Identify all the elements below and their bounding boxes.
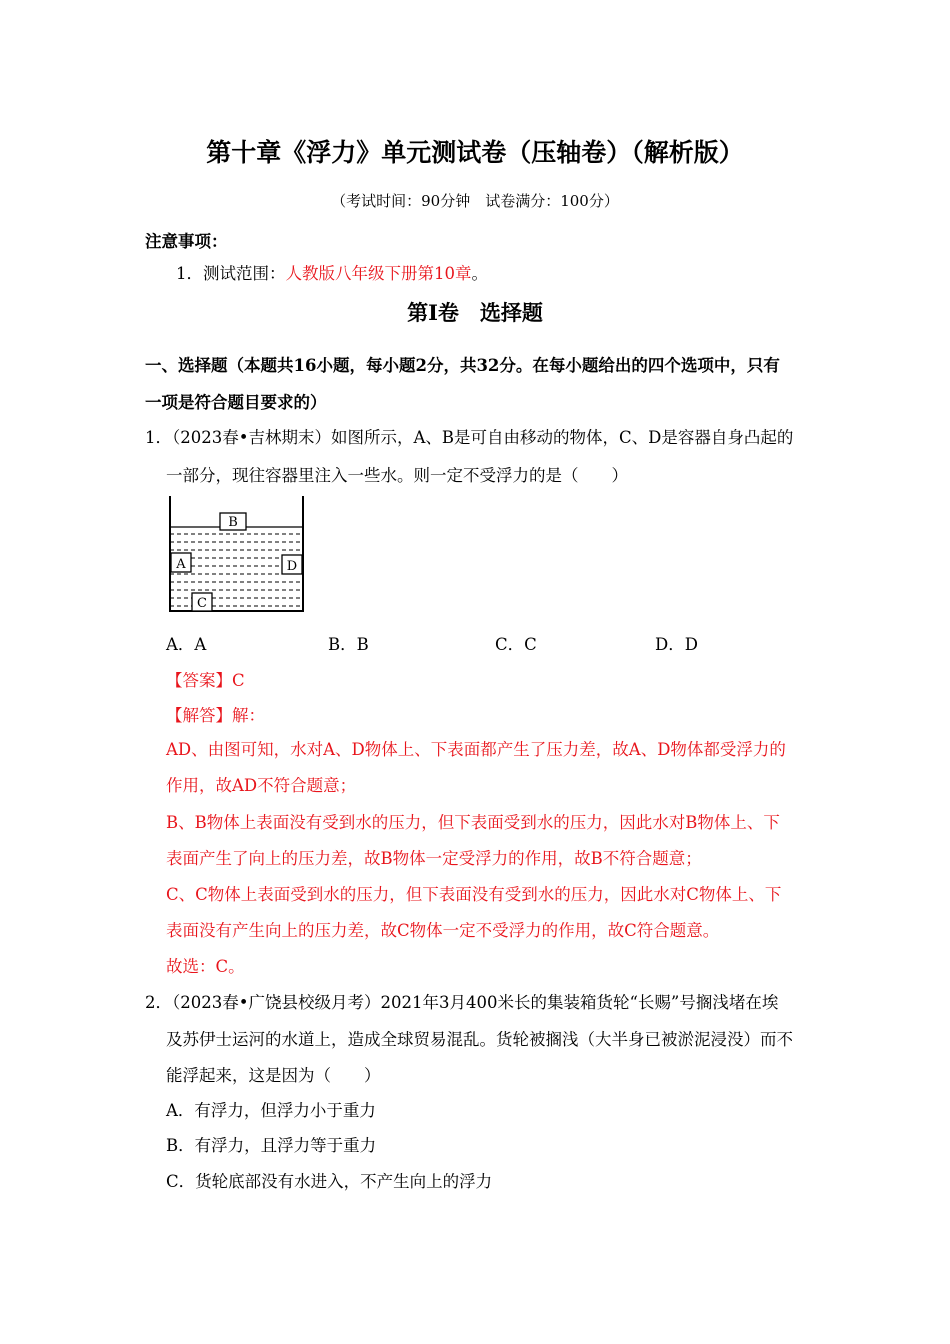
- q1-analysis-heading: [166, 702, 265, 726]
- notice-item-1: [176, 260, 488, 284]
- q1-option-a: A．A: [166, 635, 207, 654]
- q1-analysis-line-3: B、B物体上表面没有受到水的压力，但下表面受到水的压力，因此水对B物体上、下: [166, 813, 780, 832]
- q2-stem-line-3: 能浮起来，这是因为（ ）: [166, 1066, 381, 1085]
- q1-stem-line-2: 一部分，现往容器里注入一些水。则一定不受浮力的是（ ）: [166, 466, 628, 485]
- label-c: C: [197, 596, 207, 611]
- q2-option-b: B．有浮力，且浮力等于重力: [166, 1136, 377, 1155]
- q2-option-a: A．有浮力，但浮力小于重力: [166, 1101, 376, 1120]
- notice-item-1-prefix: 1．测试范围：: [176, 264, 286, 283]
- q1-option-b: B．B: [328, 635, 369, 654]
- label-b: B: [228, 515, 238, 530]
- part1-instruction-line-2: 一项是符合题目要求的）: [145, 393, 327, 412]
- section-title: 第Ⅰ卷 选择题: [407, 300, 543, 325]
- q1-answer: [166, 667, 245, 691]
- exam-info: （考试时间：90分钟 试卷满分：100分）: [331, 192, 619, 210]
- q1-analysis-line-2: 作用，故AD不符合题意；: [166, 776, 357, 795]
- q2-stem-line-1: 2．（2023春•广饶县校级月考）2021年3月400米长的集装箱货轮“长赐”号搁浅堵在埃: [145, 993, 779, 1012]
- q1-analysis-line-6: 表面没有产生向上的压力差，故C物体一定不受浮力的作用，故C符合题意。: [166, 921, 720, 940]
- q1-analysis-line-4: 表面产生了向上的压力差，故B物体一定受浮力的作用，故B不符合题意；: [166, 849, 702, 868]
- label-d: D: [286, 559, 298, 574]
- answer-value: C: [232, 671, 245, 690]
- test-scope: 人教版八年级下册第10章: [285, 264, 472, 283]
- label-a: A: [176, 557, 186, 572]
- q2-option-c: C．货轮底部没有水进入，不产生向上的浮力: [166, 1172, 493, 1191]
- q1-analysis-line-5: C、C物体上表面受到水的压力，但下表面没有受到水的压力，因此水对C物体上、下: [166, 885, 782, 904]
- q1-option-c: C．C: [495, 635, 537, 654]
- analysis-tag: 【解答】: [166, 706, 232, 725]
- q1-analysis-conclusion: 故选：C。: [166, 957, 245, 976]
- q1-analysis-line-1: AD、由图可知，水对A、D物体上、下表面都产生了压力差，故A、D物体都受浮力的: [166, 740, 786, 759]
- q2-stem-line-2: 及苏伊士运河的水道上，造成全球贸易混乱。货轮被搁浅（大半身已被淤泥浸没）而不: [166, 1030, 793, 1049]
- page-title: 第十章《浮力》单元测试卷（压轴卷）（解析版）: [206, 138, 744, 167]
- part1-instruction-line-1: 一、选择题（本题共16小题，每小题2分，共32分。在每小题给出的四个选项中，只有: [145, 356, 780, 375]
- q1-stem-line-1: 1．（2023春•吉林期末）如图所示，A、B是可自由移动的物体，C、D是容器自身凸起的: [145, 428, 794, 447]
- analysis-lead: 解：: [232, 706, 265, 725]
- container-diagram: [168, 494, 308, 616]
- notice-heading: 注意事项：: [145, 232, 228, 251]
- q1-option-d: D．D: [655, 635, 698, 654]
- notice-item-1-suffix: 。: [471, 264, 488, 283]
- answer-tag: 【答案】: [166, 671, 232, 690]
